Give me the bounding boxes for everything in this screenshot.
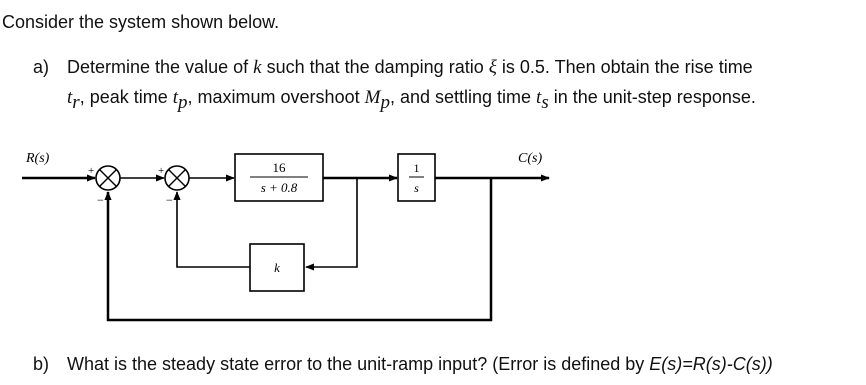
integrator-denominator: s [414,181,419,195]
summing-junction-1 [96,166,120,190]
output-label: C(s) [518,151,543,166]
question-a-label: a) [33,57,50,77]
intro-text: Consider the system shown below. [2,12,280,32]
question-a-line-1: Determine the value of k such that the damping ratio ξ is 0.5. Then obtain the rise time [67,57,753,78]
question-b-label: b) [33,354,50,374]
sum2-plus-sign: + [158,165,165,177]
sum2-minus-sign: − [166,193,173,207]
inner-feedback-return [177,192,250,267]
plant-denominator: s + 0.8 [260,180,298,195]
question-a-line-2: $t_r$, peak time $t_p$, maximum overshoot $M_p$, and settling time $t_s$ in the unit-step response. [67,87,756,113]
summing-junction-2 [165,166,189,190]
input-label: R(s) [26,151,50,166]
question-b-text: What is the steady state error to the unit-ramp input? (Error is defined by E(s)=R(s)-C(s)) [67,354,773,374]
sum1-plus-sign: + [88,165,95,177]
sum1-minus-sign: − [97,193,104,207]
plant-numerator: 16 [272,160,286,175]
feedback-gain-label: k [274,260,280,275]
integrator-numerator: 1 [413,161,420,175]
